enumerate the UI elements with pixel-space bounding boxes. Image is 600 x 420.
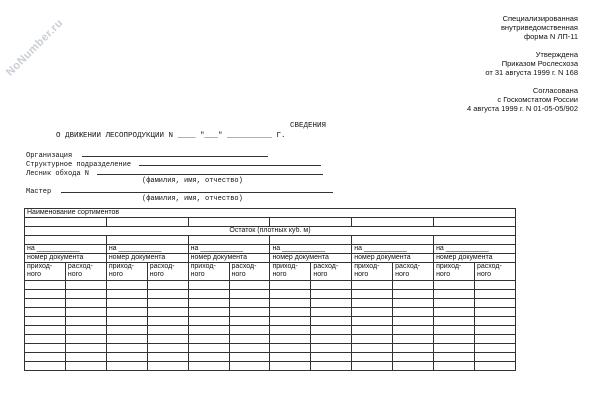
table-row — [25, 263, 516, 281]
table-row — [25, 308, 516, 317]
table-cell[interactable] — [311, 299, 352, 308]
table-cell[interactable] — [188, 362, 229, 371]
table-cell[interactable] — [25, 317, 66, 326]
table-row — [25, 245, 516, 254]
table-cell[interactable] — [147, 281, 188, 290]
table-cell[interactable] — [65, 362, 106, 371]
table-cell[interactable] — [474, 290, 515, 299]
table-cell[interactable] — [25, 299, 66, 308]
movement-table — [24, 208, 516, 371]
table-cell[interactable] — [147, 344, 188, 353]
table-cell[interactable] — [25, 335, 66, 344]
table-cell[interactable] — [229, 326, 270, 335]
table-cell[interactable] — [106, 326, 147, 335]
date-cell — [270, 236, 352, 245]
table-cell[interactable] — [352, 326, 393, 335]
forester-field[interactable] — [97, 168, 323, 175]
date-label[interactable]: на ___________ — [25, 245, 107, 254]
division-label: Структурное подразделение — [26, 161, 132, 169]
division-field[interactable] — [139, 159, 321, 166]
watermark-text: NoNumber.ru — [4, 16, 66, 79]
table-cell[interactable] — [352, 218, 434, 227]
table-row — [25, 299, 516, 308]
table-cell[interactable] — [25, 281, 66, 290]
table-cell[interactable] — [474, 335, 515, 344]
table-cell[interactable] — [270, 308, 311, 317]
table-cell[interactable] — [65, 281, 106, 290]
table-cell[interactable] — [311, 344, 352, 353]
table-cell[interactable] — [311, 290, 352, 299]
table-cell[interactable] — [393, 299, 434, 308]
date-label[interactable]: на ___________ — [270, 245, 352, 254]
approved-line: Приказом Рослесхоза — [501, 59, 578, 68]
table-cell[interactable] — [352, 308, 393, 317]
outgoing-header: расход-ного — [474, 263, 515, 281]
outgoing-header: расход-ного — [229, 263, 270, 281]
doc-number-label: номер документа — [270, 254, 352, 263]
table-cell[interactable] — [229, 344, 270, 353]
table-cell[interactable] — [147, 308, 188, 317]
table-cell[interactable] — [65, 335, 106, 344]
balance-header: Остаток (плотных куб. м) — [25, 227, 516, 236]
table-cell[interactable] — [474, 362, 515, 371]
master-hint: (фамилия, имя, отчество) — [142, 195, 243, 203]
approval-stamps — [467, 14, 578, 122]
table-row — [25, 344, 516, 353]
table-cell[interactable] — [25, 326, 66, 335]
table-cell[interactable] — [147, 326, 188, 335]
table-cell[interactable] — [106, 299, 147, 308]
table-cell[interactable] — [393, 308, 434, 317]
table-row — [25, 335, 516, 344]
table-cell[interactable] — [25, 344, 66, 353]
agreed-line: с Госкомстатом России — [497, 95, 578, 104]
table-cell[interactable] — [270, 335, 311, 344]
table-cell[interactable] — [434, 281, 475, 290]
table-cell[interactable] — [352, 290, 393, 299]
table-cell[interactable] — [474, 308, 515, 317]
form-line: внутриведомственная — [500, 23, 578, 32]
table-cell[interactable] — [188, 281, 229, 290]
table-cell[interactable] — [188, 317, 229, 326]
table-row — [25, 281, 516, 290]
assortment-header: Наименование сортиментов — [25, 209, 516, 218]
forester-label: Лесник обхода N — [26, 170, 90, 178]
table-cell[interactable] — [229, 335, 270, 344]
table-cell[interactable] — [188, 344, 229, 353]
agreed-with — [467, 86, 578, 113]
organization-label: Организация — [26, 152, 73, 160]
table-cell[interactable] — [434, 218, 516, 227]
date-label[interactable]: на ___________ — [188, 245, 270, 254]
doc-number-label: номер документа — [434, 254, 516, 263]
document-title: СВЕДЕНИЯ — [289, 122, 326, 130]
table-cell[interactable] — [270, 362, 311, 371]
table-cell[interactable] — [434, 353, 475, 362]
organization-field[interactable] — [82, 150, 268, 157]
table-cell[interactable] — [65, 299, 106, 308]
approved-by — [467, 50, 578, 77]
table-cell[interactable] — [65, 344, 106, 353]
table-cell[interactable] — [434, 290, 475, 299]
table-cell[interactable] — [65, 353, 106, 362]
table-cell[interactable] — [65, 326, 106, 335]
table-row — [25, 326, 516, 335]
table-cell[interactable] — [474, 344, 515, 353]
table-row — [25, 362, 516, 371]
table-cell[interactable] — [229, 353, 270, 362]
table-cell[interactable] — [311, 317, 352, 326]
header-fields — [26, 150, 333, 204]
table-cell[interactable] — [311, 353, 352, 362]
table-cell[interactable] — [106, 353, 147, 362]
table-cell[interactable] — [434, 326, 475, 335]
document-subtitle: О ДВИЖЕНИИ ЛЕСОПРОДУКЦИИ N ____ "___" __________ Г. — [56, 132, 286, 140]
division-row — [26, 159, 333, 168]
table-cell[interactable] — [229, 281, 270, 290]
forester-hint: (фамилия, имя, отчество) — [142, 177, 243, 185]
table-row — [25, 317, 516, 326]
doc-number-label: номер документа — [25, 254, 107, 263]
form-line: форма N ЛП-11 — [523, 32, 578, 41]
incoming-header: приход-ного — [352, 263, 393, 281]
table-cell[interactable] — [229, 308, 270, 317]
approved-line: от 31 августа 1999 г. N 168 — [485, 68, 578, 77]
master-field[interactable] — [61, 186, 333, 193]
date-cell — [25, 236, 107, 245]
date-label[interactable]: на ___________ — [106, 245, 188, 254]
table-cell[interactable] — [270, 353, 311, 362]
table-cell[interactable] — [393, 290, 434, 299]
table-row — [25, 209, 516, 218]
outgoing-header: расход-ного — [65, 263, 106, 281]
doc-number-label: номер документа — [188, 254, 270, 263]
table-cell[interactable] — [270, 299, 311, 308]
date-cell — [106, 236, 188, 245]
form-line: Специализированная — [502, 14, 578, 23]
table-cell[interactable] — [147, 299, 188, 308]
table-cell[interactable] — [352, 281, 393, 290]
table-cell[interactable] — [270, 326, 311, 335]
table-row — [25, 218, 516, 227]
table-cell[interactable] — [147, 335, 188, 344]
table-cell[interactable] — [188, 335, 229, 344]
incoming-header: приход-ного — [188, 263, 229, 281]
table-cell[interactable] — [434, 362, 475, 371]
table-cell[interactable] — [311, 362, 352, 371]
table-cell[interactable] — [106, 281, 147, 290]
table-cell[interactable] — [65, 308, 106, 317]
table-cell[interactable] — [188, 353, 229, 362]
table-cell[interactable] — [393, 362, 434, 371]
table-cell[interactable] — [474, 299, 515, 308]
date-label[interactable]: на ___________ — [434, 245, 516, 254]
table-cell[interactable] — [147, 290, 188, 299]
date-cell — [188, 236, 270, 245]
table-cell[interactable] — [229, 299, 270, 308]
table-cell[interactable] — [311, 326, 352, 335]
doc-number-label: номер документа — [106, 254, 188, 263]
incoming-header: приход-ного — [106, 263, 147, 281]
table-cell[interactable] — [434, 299, 475, 308]
table-cell[interactable] — [393, 281, 434, 290]
table-cell[interactable] — [188, 326, 229, 335]
incoming-header: приход-ного — [434, 263, 475, 281]
table-cell[interactable] — [393, 326, 434, 335]
organization-row — [26, 150, 333, 159]
table-cell[interactable] — [270, 317, 311, 326]
table-cell[interactable] — [25, 362, 66, 371]
table-cell[interactable] — [270, 344, 311, 353]
table-cell[interactable] — [270, 218, 352, 227]
master-label: Мастер — [26, 188, 52, 196]
table-cell[interactable] — [352, 353, 393, 362]
table-cell[interactable] — [106, 308, 147, 317]
outgoing-header: расход-ного — [311, 263, 352, 281]
table-cell[interactable] — [311, 335, 352, 344]
table-cell[interactable] — [106, 362, 147, 371]
table-cell[interactable] — [474, 281, 515, 290]
table-cell[interactable] — [352, 362, 393, 371]
table-cell[interactable] — [25, 353, 66, 362]
table-cell[interactable] — [434, 308, 475, 317]
agreed-line: Согласована — [532, 86, 578, 95]
master-hint-row — [26, 195, 333, 204]
outgoing-header: расход-ного — [393, 263, 434, 281]
forester-row — [26, 168, 333, 177]
table-cell[interactable] — [188, 290, 229, 299]
table-cell[interactable] — [311, 308, 352, 317]
table-cell[interactable] — [229, 317, 270, 326]
table-cell[interactable] — [474, 317, 515, 326]
table-cell[interactable] — [393, 344, 434, 353]
table-cell[interactable] — [229, 362, 270, 371]
table-row — [25, 254, 516, 263]
table-cell[interactable] — [434, 317, 475, 326]
table-cell[interactable] — [393, 335, 434, 344]
table-cell[interactable] — [393, 317, 434, 326]
date-label[interactable]: на ___________ — [352, 245, 434, 254]
table-cell[interactable] — [65, 317, 106, 326]
date-cell — [352, 236, 434, 245]
table-cell[interactable] — [352, 335, 393, 344]
table-cell[interactable] — [270, 290, 311, 299]
table-cell[interactable] — [434, 335, 475, 344]
doc-number-label: номер документа — [352, 254, 434, 263]
table-cell[interactable] — [352, 344, 393, 353]
date-cell — [434, 236, 516, 245]
table-cell[interactable] — [188, 218, 270, 227]
table-cell[interactable] — [147, 317, 188, 326]
table-cell[interactable] — [106, 218, 188, 227]
table-cell[interactable] — [352, 317, 393, 326]
table-cell[interactable] — [229, 290, 270, 299]
table-cell[interactable] — [106, 290, 147, 299]
table-cell[interactable] — [474, 326, 515, 335]
incoming-header: приход-ного — [270, 263, 311, 281]
outgoing-header: расход-ного — [147, 263, 188, 281]
table-row — [25, 290, 516, 299]
table-cell[interactable] — [188, 299, 229, 308]
table-cell[interactable] — [65, 290, 106, 299]
table-cell[interactable] — [147, 353, 188, 362]
forester-hint-row — [26, 177, 333, 186]
table-cell[interactable] — [270, 281, 311, 290]
approved-line: Утверждена — [535, 50, 578, 59]
table-row — [25, 236, 516, 245]
table-cell[interactable] — [393, 353, 434, 362]
table-cell[interactable] — [474, 353, 515, 362]
table-cell[interactable] — [106, 335, 147, 344]
table-row — [25, 227, 516, 236]
form-designation — [467, 14, 578, 41]
table-row — [25, 353, 516, 362]
table-cell[interactable] — [106, 344, 147, 353]
table-cell[interactable] — [311, 281, 352, 290]
table-cell[interactable] — [106, 317, 147, 326]
agreed-line: 4 августа 1999 г. N 01-05-05/902 — [466, 104, 578, 113]
table-cell[interactable] — [352, 299, 393, 308]
table-cell[interactable] — [25, 290, 66, 299]
table-cell[interactable] — [25, 218, 107, 227]
table-cell[interactable] — [434, 344, 475, 353]
incoming-header: приход-ного — [25, 263, 66, 281]
table-cell[interactable] — [25, 308, 66, 317]
table-cell[interactable] — [188, 308, 229, 317]
table-cell[interactable] — [147, 362, 188, 371]
master-row — [26, 186, 333, 195]
